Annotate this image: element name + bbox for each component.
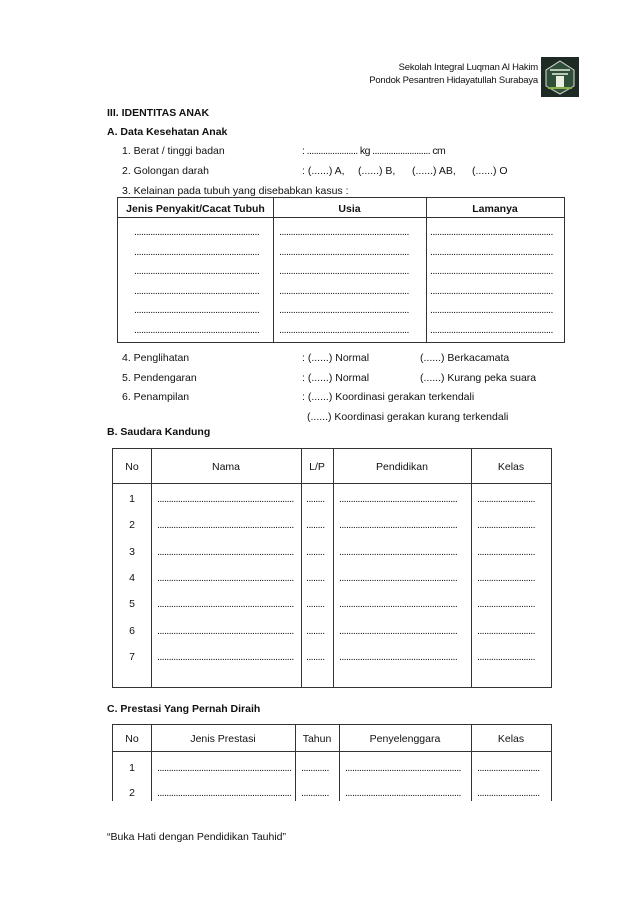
header-pesantren-name: Pondok Pesantren Hidayatullah Surabaya — [369, 75, 538, 86]
penampilan-label: 6. Penampilan — [122, 391, 190, 403]
prestasi-cell-dots: .......................................................... — [157, 787, 291, 799]
saudara-cell-dots: ........ — [306, 650, 325, 663]
saudara-cell-dots: ......................... — [477, 598, 535, 611]
saudara-cell-dots: ........ — [306, 624, 325, 637]
saudara-cell-dots: ......................... — [477, 571, 535, 584]
saudara-header-pendidikan: Pendidikan — [376, 461, 428, 473]
kesehatan-title: A. Data Kesehatan Anak — [107, 126, 228, 138]
saudara-cell-dots: ........ — [306, 519, 325, 532]
saudara-cell-dots: ........ — [306, 571, 325, 584]
berat-value: : ...................... kg ......................... cm — [302, 145, 446, 157]
saudara-row-number: 3 — [129, 545, 135, 558]
saudara-cell-dots: ........................................................... — [157, 493, 294, 505]
prestasi-title: C. Prestasi Yang Pernah Diraih — [107, 703, 261, 715]
kelainan-header-lamanya: Lamanya — [472, 203, 518, 215]
penglihatan-label: 4. Penglihatan — [122, 352, 190, 364]
saudara-header-no: No — [125, 461, 139, 473]
saudara-table — [112, 448, 552, 688]
saudara-cell-dots: ................................................... — [339, 519, 458, 532]
saudara-cell-dots: ........................................................... — [157, 624, 294, 637]
kelainan-cell-dots: ..................................................... — [430, 304, 553, 316]
section-title: III. IDENTITAS ANAK — [107, 107, 210, 119]
kelainan-header-jenis: Jenis Penyakit/Cacat Tubuh — [126, 203, 265, 215]
prestasi-row-number: 1 — [129, 762, 135, 774]
berat-label: 1. Berat / tinggi badan — [122, 145, 225, 157]
saudara-row-number: 6 — [129, 624, 135, 637]
saudara-header-lp: L/P — [309, 461, 325, 473]
kelainan-header-usia: Usia — [338, 203, 361, 215]
kelainan-cell-dots: ..................................................... — [430, 265, 553, 277]
saudara-cell-dots: ......................... — [477, 545, 535, 558]
prestasi-cell-dots: .................................................. — [345, 762, 461, 774]
kelainan-cell-dots: ..................................................... — [430, 323, 553, 336]
kelainan-cell-dots: ........................................................ — [279, 226, 409, 238]
saudara-cell-dots: ........................................................... — [157, 545, 294, 558]
pendengaran-kurang-peka: (......) Kurang peka suara — [420, 372, 537, 384]
prestasi-cell-dots: .................................................. — [345, 787, 461, 799]
saudara-cell-dots: ......................... — [477, 650, 535, 663]
saudara-cell-dots: ........................................................... — [157, 571, 294, 584]
prestasi-row-number: 2 — [129, 787, 135, 799]
golongan-option-a: : (......) A, — [302, 165, 345, 177]
kelainan-cell-dots: ...................................................... — [134, 323, 260, 336]
golongan-option-ab: (......) AB, — [412, 165, 456, 177]
penglihatan-berkacamata: (......) Berkacamata — [420, 352, 510, 364]
prestasi-header-tahun: Tahun — [302, 733, 332, 745]
footer-motto: “Buka Hati dengan Pendidikan Tauhid” — [107, 831, 287, 843]
saudara-row-number: 4 — [129, 571, 135, 584]
saudara-header-nama: Nama — [211, 461, 240, 473]
prestasi-cell-dots: ........................... — [477, 787, 540, 799]
kelainan-cell-dots: ...................................................... — [134, 226, 260, 238]
saudara-cell-dots: ........ — [306, 598, 325, 611]
prestasi-table — [112, 724, 552, 801]
kelainan-cell-dots: ...................................................... — [134, 265, 260, 277]
prestasi-header-penyelenggara: Penyelenggara — [369, 733, 441, 745]
header-school-name: Sekolah Integral Luqman Al Hakim — [398, 62, 538, 73]
saudara-cell-dots: ........ — [306, 545, 325, 558]
prestasi-header-no: No — [125, 733, 139, 745]
saudara-cell-dots: ................................................... — [339, 571, 458, 584]
saudara-cell-dots: ................................................... — [339, 493, 458, 505]
saudara-cell-dots: ........ — [306, 493, 325, 505]
saudara-row-number: 5 — [129, 598, 135, 611]
kelainan-cell-dots: ........................................................ — [279, 265, 409, 277]
saudara-cell-dots: ........................................................... — [157, 598, 294, 611]
golongan-option-o: (......) O — [472, 165, 508, 177]
saudara-cell-dots: ................................................... — [339, 624, 458, 637]
saudara-cell-dots: ................................................... — [339, 545, 458, 558]
penampilan-terkendali: : (......) Koordinasi gerakan terkendali — [302, 391, 475, 403]
pendengaran-normal: : (......) Normal — [302, 372, 370, 384]
kelainan-cell-dots: ...................................................... — [134, 245, 260, 258]
saudara-cell-dots: ................................................... — [339, 650, 458, 663]
saudara-row-number: 1 — [129, 493, 135, 505]
prestasi-header-jenis: Jenis Prestasi — [190, 733, 256, 745]
prestasi-header-kelas: Kelas — [497, 733, 525, 745]
prestasi-cell-dots: ............ — [301, 787, 329, 799]
golongan-label: 2. Golongan darah — [122, 165, 209, 177]
saudara-cell-dots: ................................................... — [339, 598, 458, 611]
saudara-cell-dots: ......................... — [477, 624, 535, 637]
penampilan-kurang-terkendali: (......) Koordinasi gerakan kurang terkendali — [307, 411, 509, 423]
kelainan-cell-dots: ..................................................... — [430, 226, 553, 238]
kelainan-cell-dots: ...................................................... — [134, 304, 260, 316]
saudara-row-number: 2 — [129, 519, 135, 532]
prestasi-cell-dots: ............ — [301, 762, 329, 774]
kelainan-cell-dots: ........................................................ — [279, 323, 409, 336]
saudara-cell-dots: ........................................................... — [157, 650, 294, 663]
kelainan-label: 3. Kelainan pada tubuh yang disebabkan kasus : — [122, 185, 349, 197]
kelainan-cell-dots: ........................................................ — [279, 245, 409, 258]
kelainan-cell-dots: ........................................................ — [279, 304, 409, 316]
penglihatan-normal: : (......) Normal — [302, 352, 370, 364]
saudara-header-kelas: Kelas — [497, 461, 525, 473]
saudara-cell-dots: ......................... — [477, 519, 535, 532]
kelainan-cell-dots: ..................................................... — [430, 245, 553, 258]
kelainan-cell-dots: ..................................................... — [430, 284, 553, 297]
golongan-option-b: (......) B, — [358, 165, 396, 177]
saudara-title: B. Saudara Kandung — [107, 426, 211, 438]
kelainan-table — [117, 197, 565, 343]
kelainan-cell-dots: ........................................................ — [279, 284, 409, 297]
prestasi-cell-dots: ........................... — [477, 762, 540, 774]
saudara-cell-dots: ........................................................... — [157, 519, 294, 532]
saudara-row-number: 7 — [129, 650, 135, 663]
saudara-cell-dots: ......................... — [477, 493, 535, 505]
school-logo — [540, 56, 580, 98]
prestasi-cell-dots: .......................................................... — [157, 762, 291, 774]
kelainan-cell-dots: ...................................................... — [134, 284, 260, 297]
pendengaran-label: 5. Pendengaran — [122, 372, 197, 384]
